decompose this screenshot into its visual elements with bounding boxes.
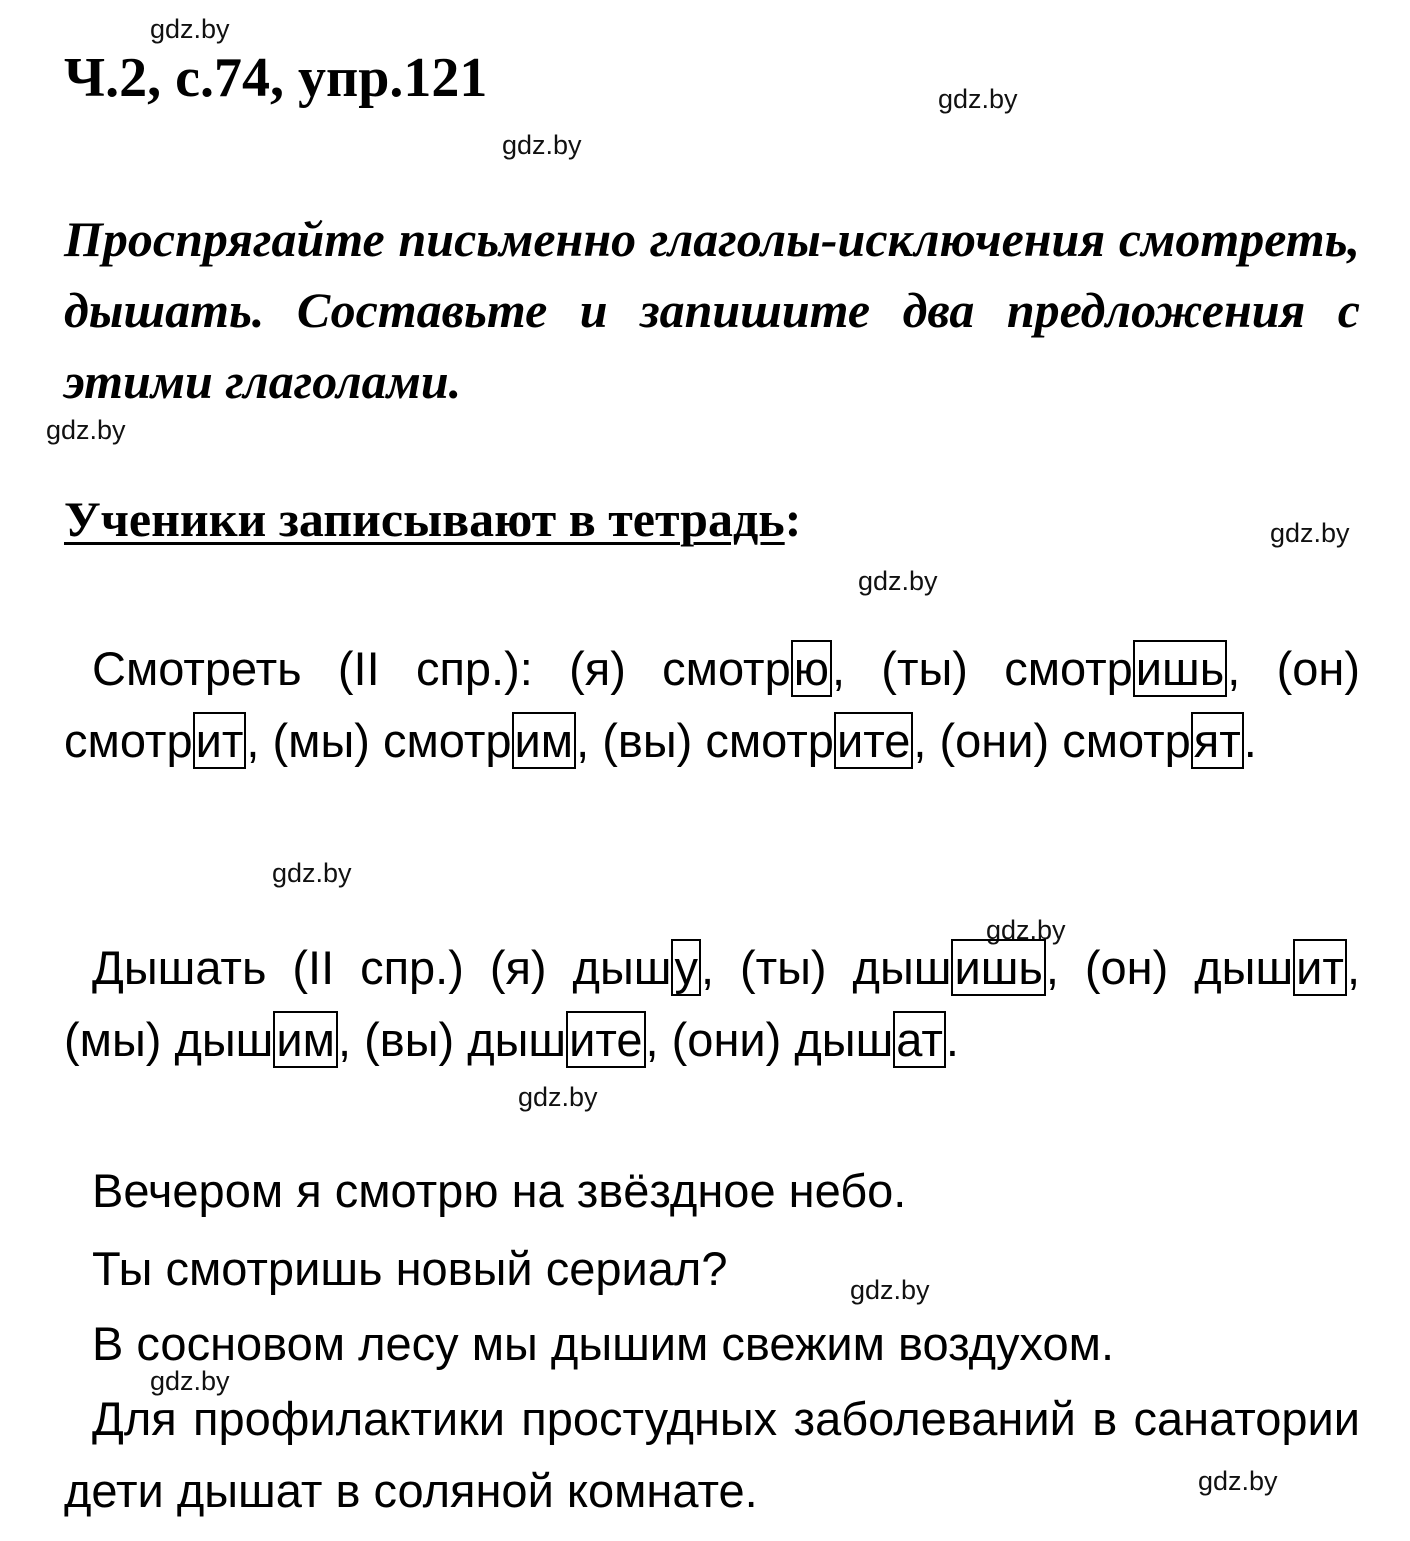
verb-separator: , (мы)	[246, 714, 383, 767]
watermark: gdz.by	[858, 566, 938, 596]
verb-ending: им	[512, 712, 577, 769]
watermark: gdz.by	[938, 84, 1018, 114]
verb-stem: смотр	[662, 642, 791, 695]
watermark: gdz.by	[150, 1366, 230, 1396]
conjugation-intro: Дышать (II спр.) (я)	[92, 941, 573, 994]
verb-stem: смотр	[382, 714, 512, 767]
watermark: gdz.by	[850, 1275, 930, 1305]
watermark: gdz.by	[272, 858, 352, 888]
verb-separator: , (ты)	[700, 941, 853, 994]
verb-separator: , (они)	[913, 714, 1063, 767]
verb-separator: , (вы)	[337, 1013, 468, 1066]
section-label: Ученики записывают в тетрадь	[64, 491, 785, 547]
verb-ending: ит	[193, 712, 247, 769]
verb-stem: дыш	[1194, 941, 1294, 994]
verb-ending: ят	[1191, 712, 1244, 769]
watermark: gdz.by	[1198, 1466, 1278, 1496]
verb-separator: , (мы)	[64, 941, 1360, 1066]
conjugation-intro: Смотреть (II спр.): (я)	[92, 642, 663, 695]
watermark: gdz.by	[46, 415, 126, 445]
example-sentence: Для профилактики простудных заболеваний в санатории дети дышат в соляной комнате.	[64, 1392, 1360, 1517]
watermark: gdz.by	[986, 915, 1066, 945]
verb-ending: ю	[791, 640, 832, 697]
verb-stem: дыш	[467, 1013, 567, 1066]
verb-ending: ишь	[951, 939, 1045, 996]
verb-separator: , (ты)	[831, 642, 1005, 695]
example-sentence: Ты смотришь новый сериал?	[92, 1242, 728, 1295]
conjugation-smotret	[64, 633, 1360, 777]
verb-stem: дыш	[174, 1013, 274, 1066]
verb-ending: ите	[566, 1011, 645, 1068]
watermark: gdz.by	[1270, 518, 1350, 548]
watermark: gdz.by	[502, 130, 582, 160]
example-sentence: В сосновом лесу мы дышим свежим воздухом.	[92, 1317, 1115, 1370]
verb-stem: дыш	[852, 941, 952, 994]
watermark: gdz.by	[150, 14, 230, 44]
verb-stem: дыш	[572, 941, 672, 994]
verb-stem: смотр	[64, 714, 193, 767]
conjugation-dyshat	[64, 932, 1360, 1076]
verb-ending: ите	[834, 712, 913, 769]
verb-separator: .	[945, 1013, 959, 1066]
verb-separator: , (они)	[645, 1013, 795, 1066]
verb-stem: смотр	[1004, 642, 1133, 695]
verb-stem: дыш	[794, 1013, 894, 1066]
verb-ending: у	[671, 939, 701, 996]
section-colon: :	[784, 491, 802, 547]
verb-stem: смотр	[1062, 714, 1191, 767]
task-text: Проспрягайте письменно глаголы-исключения смотреть, дышать. Составьте и запишите два предложения с этими глаголами.	[64, 211, 1360, 409]
verb-separator: , (вы)	[576, 714, 706, 767]
verb-separator: , (он)	[1045, 941, 1195, 994]
verb-separator: , (он)	[1227, 642, 1360, 695]
verb-stem: смотр	[705, 714, 834, 767]
verb-ending: ат	[893, 1011, 946, 1068]
watermark: gdz.by	[518, 1082, 598, 1112]
verb-separator: .	[1243, 714, 1257, 767]
page-title: Ч.2, с.74, упр.121	[64, 47, 488, 109]
verb-ending: ишь	[1133, 640, 1227, 697]
verb-ending: ит	[1293, 939, 1347, 996]
verb-ending: им	[273, 1011, 338, 1068]
example-sentence: Вечером я смотрю на звёздное небо.	[92, 1164, 907, 1217]
section-heading	[64, 491, 802, 547]
